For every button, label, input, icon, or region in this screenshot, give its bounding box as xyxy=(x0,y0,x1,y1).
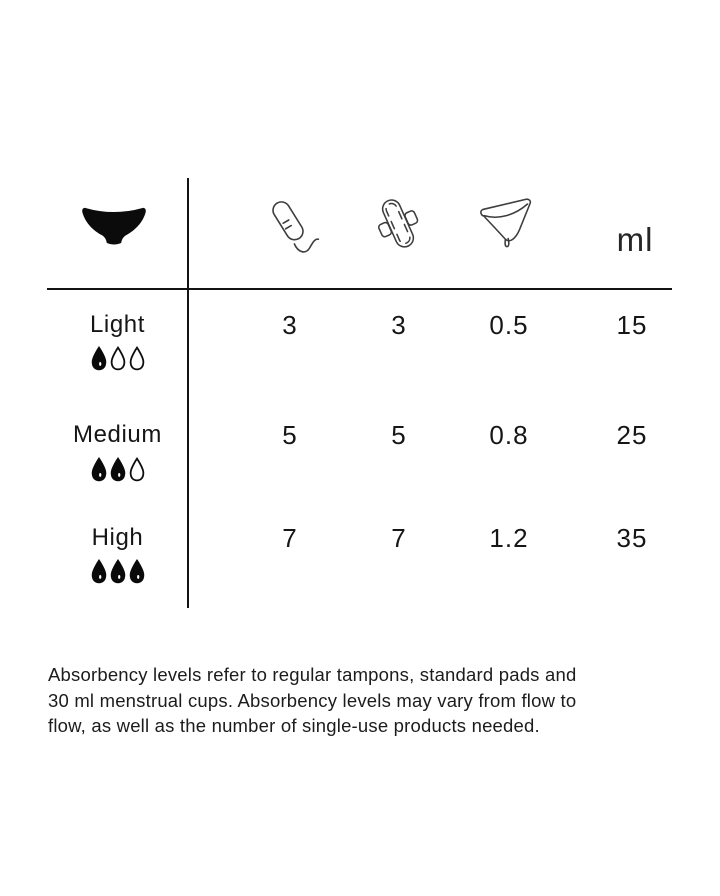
value-medium-pads: 5 xyxy=(391,419,407,450)
value-light-ml: 15 xyxy=(616,309,648,340)
row-label-high: High xyxy=(91,524,144,551)
flow-drops-light xyxy=(47,344,188,372)
drop-icon xyxy=(128,558,146,585)
ml-column-header: ml xyxy=(616,221,654,258)
drop-icon xyxy=(109,345,127,372)
tampon-icon xyxy=(256,194,320,262)
absorbency-footnote xyxy=(48,662,678,739)
drop-icon xyxy=(128,345,146,372)
value-medium-cups: 0.8 xyxy=(489,419,529,450)
value-high-cups: 1.2 xyxy=(489,522,529,553)
value-high-tampons: 7 xyxy=(282,522,298,553)
row-label-light: Light xyxy=(89,311,146,338)
footnote-line: 30 ml menstrual cups. Absorbency levels may vary from flow to xyxy=(48,689,577,711)
drop-icon xyxy=(90,456,108,483)
drop-icon xyxy=(109,558,127,585)
underwear-icon xyxy=(80,200,148,254)
menstrual-cup-icon xyxy=(472,192,542,254)
value-medium-ml: 25 xyxy=(616,419,648,450)
value-high-ml: 35 xyxy=(616,522,648,553)
flow-drops-medium xyxy=(47,455,188,483)
drop-icon xyxy=(128,456,146,483)
value-light-pads: 3 xyxy=(391,309,407,340)
footnote-line: Absorbency levels refer to regular tampons, standard pads and xyxy=(48,664,577,685)
pad-icon xyxy=(367,193,429,257)
drop-icon xyxy=(90,558,108,585)
value-high-pads: 7 xyxy=(391,522,407,553)
flow-drops-high xyxy=(47,557,188,585)
value-medium-tampons: 5 xyxy=(282,419,298,450)
drop-icon xyxy=(90,345,108,372)
value-light-tampons: 3 xyxy=(282,309,298,340)
drop-icon xyxy=(109,456,127,483)
horizontal-divider-line xyxy=(47,288,672,290)
footnote-line: flow, as well as the number of single-use products needed. xyxy=(48,715,540,736)
value-light-cups: 0.5 xyxy=(489,309,529,340)
row-label-medium: Medium xyxy=(73,421,162,448)
